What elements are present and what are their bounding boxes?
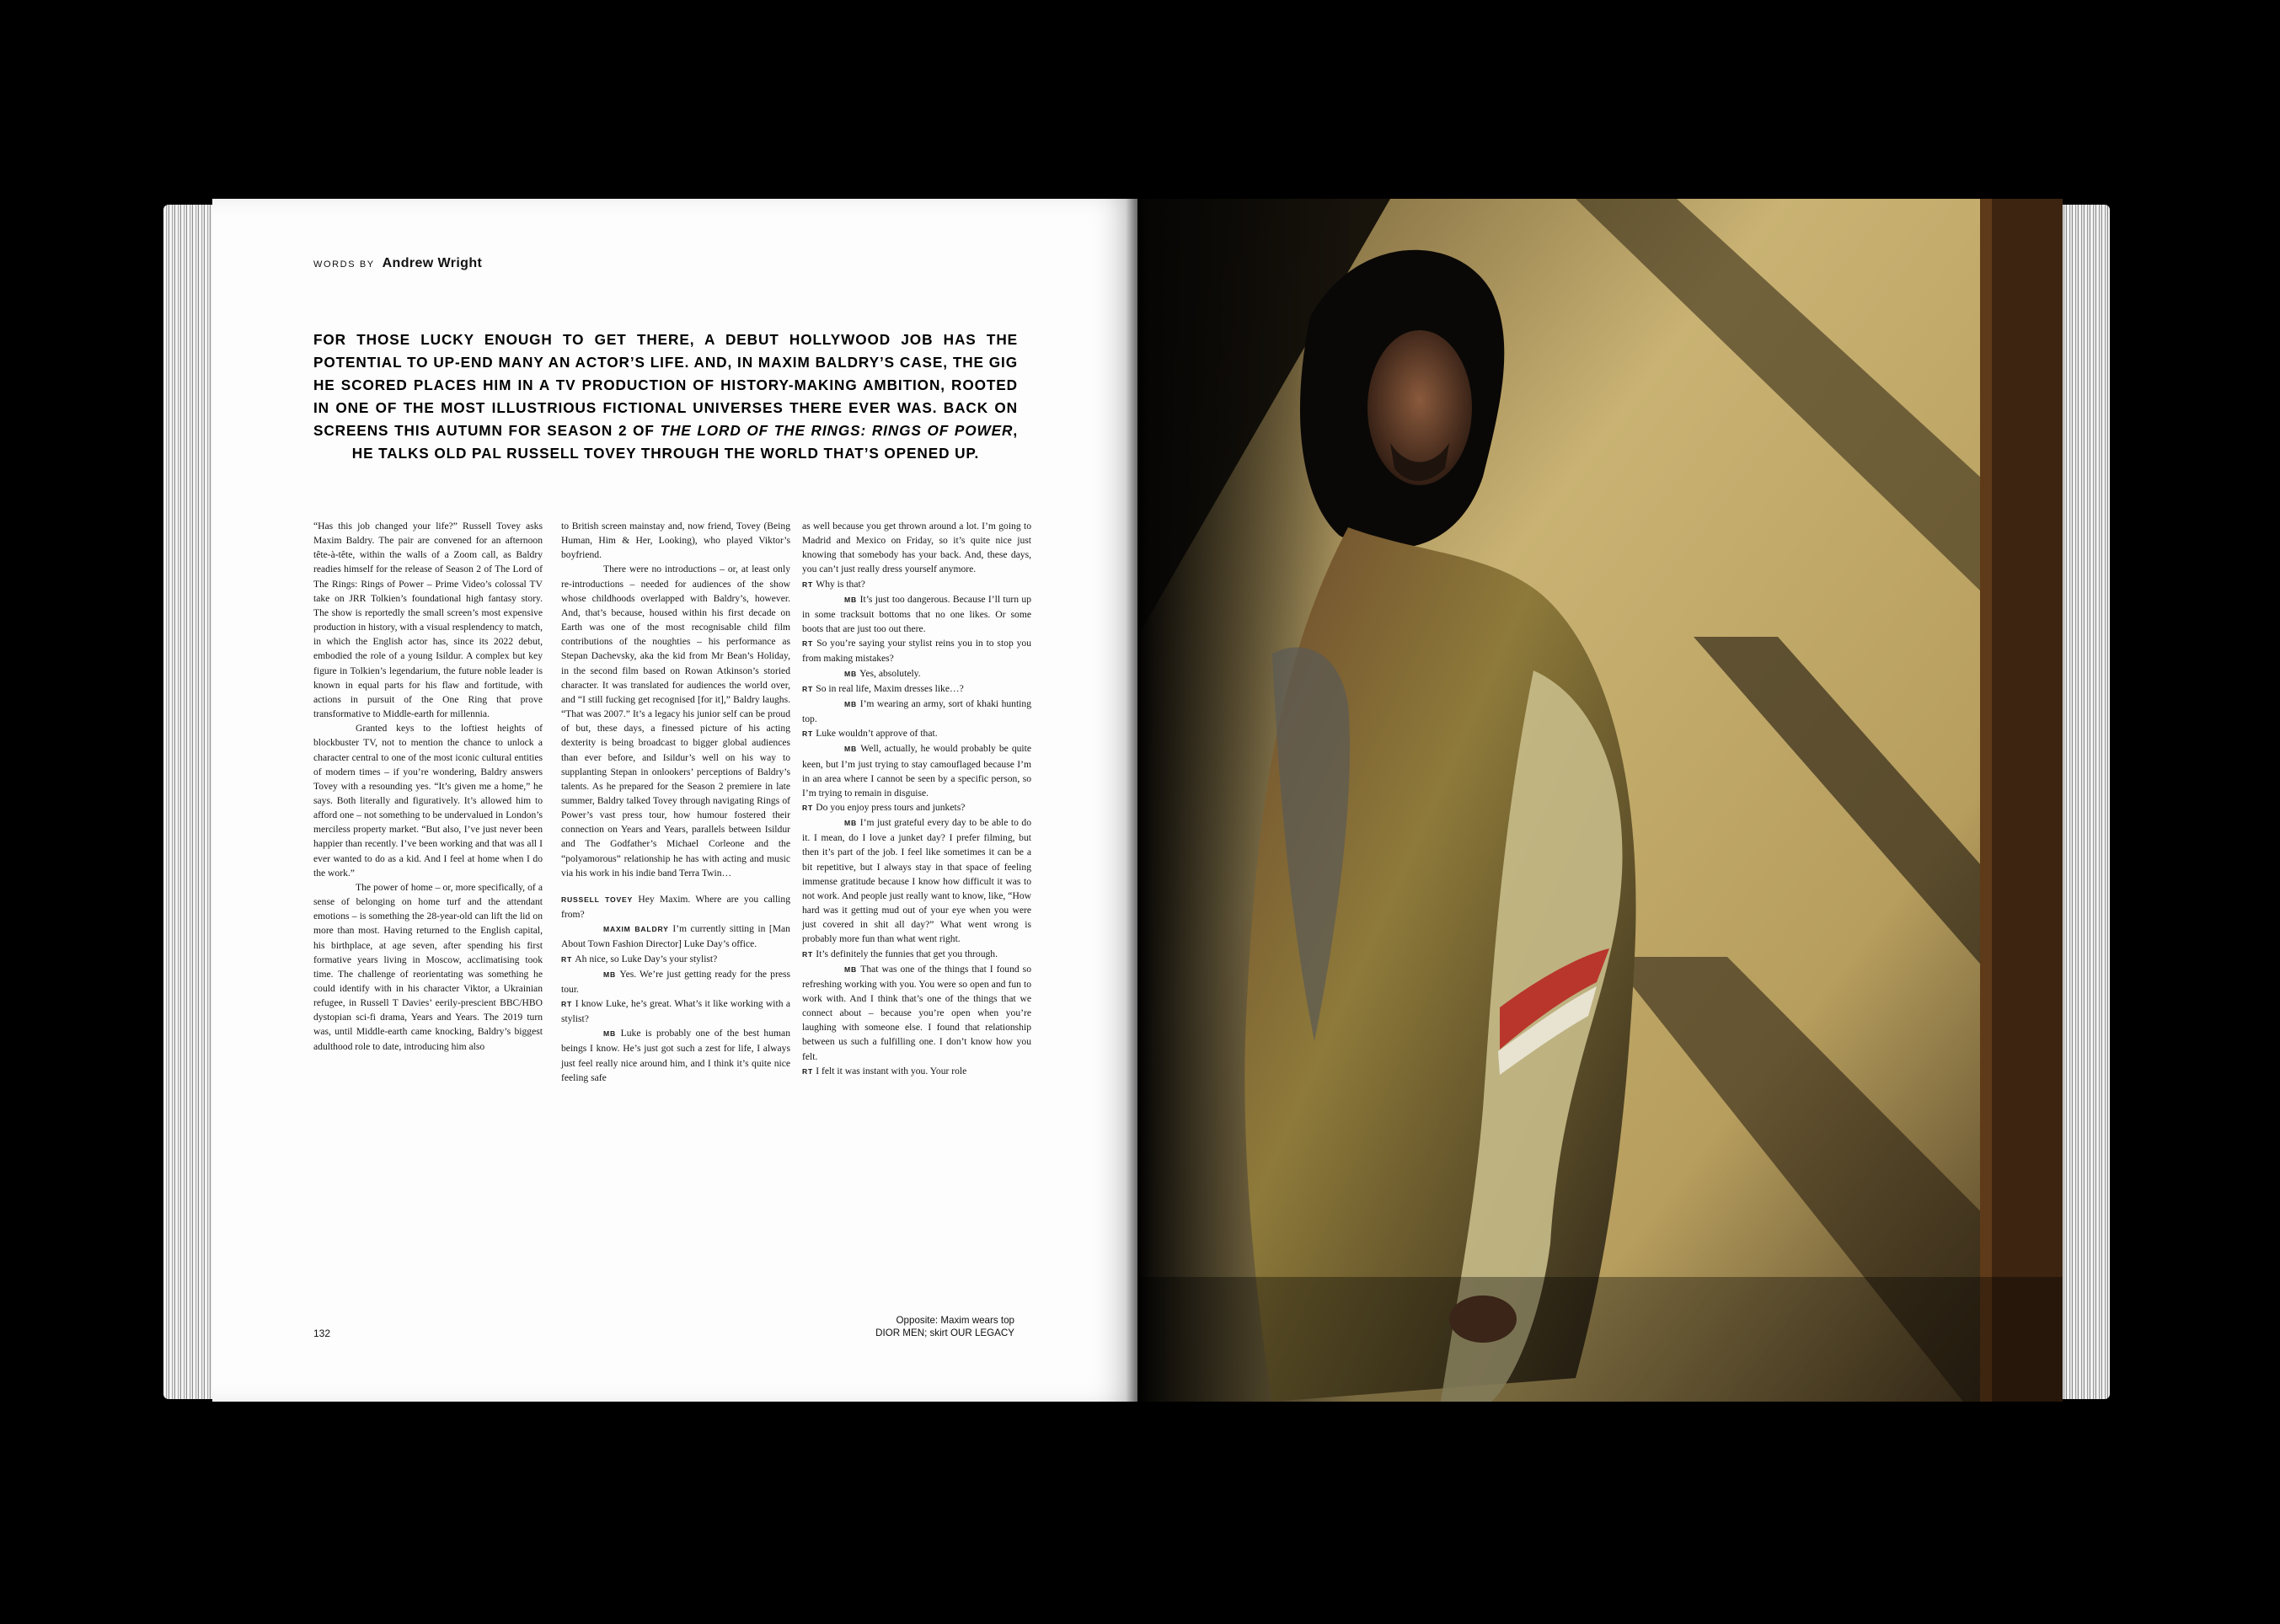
standfirst-text-end: , HE TALKS OLD PAL RUSSELL TOVEY THROUGH THE WORLD THAT’S OPENED UP. bbox=[351, 422, 1018, 462]
qa-line bbox=[561, 922, 790, 951]
speaker-tag: RT bbox=[802, 729, 816, 739]
speaker-tag: RT bbox=[561, 954, 575, 964]
qa-line bbox=[561, 1026, 790, 1085]
speaker-tag: RT bbox=[802, 684, 816, 693]
qa-text: Ah nice, so Luke Day’s your stylist? bbox=[575, 953, 718, 964]
qa-line bbox=[802, 577, 1031, 592]
interview-qa bbox=[561, 892, 790, 1085]
speaker-tag: RT bbox=[561, 1000, 575, 1008]
qa-line bbox=[802, 947, 1031, 962]
page-edges-left bbox=[163, 205, 212, 1399]
article-column-1 bbox=[313, 519, 543, 1054]
qa-line bbox=[561, 952, 790, 967]
qa-text: I felt it was instant with you. Your role bbox=[816, 1065, 967, 1076]
speaker-tag: MB bbox=[603, 1029, 621, 1039]
speaker-tag: MAXIM BALDRY bbox=[603, 925, 673, 934]
qa-text: I know Luke, he’s great. What’s it like working with a stylist? bbox=[561, 998, 790, 1025]
caption-line: DIOR MEN; skirt OUR LEGACY bbox=[875, 1328, 1014, 1338]
speaker-tag: RT bbox=[802, 803, 816, 812]
standfirst-show-title: THE LORD OF THE RINGS: RINGS OF POWER bbox=[660, 422, 1014, 439]
speaker-tag: MB bbox=[844, 699, 860, 708]
article-column-2 bbox=[561, 519, 790, 1085]
qa-text: Do you enjoy press tours and junkets? bbox=[816, 801, 966, 813]
qa-line bbox=[802, 681, 1031, 697]
qa-line bbox=[561, 996, 790, 1026]
speaker-tag: RT bbox=[802, 580, 816, 589]
qa-text: Hey Maxim. Where are you calling from? bbox=[561, 893, 790, 921]
speaker-tag: MB bbox=[844, 819, 860, 828]
qa-line bbox=[802, 697, 1031, 726]
speaker-tag: MB bbox=[844, 595, 860, 604]
article-column-3 bbox=[802, 519, 1031, 1079]
qa-text: That was one of the things that I found so refreshing working with you. You were so open and fun to work with. And I think that’s one of the things that we connect about – because you’re open when you’re laughing with someone else. I found that relationship between us such a fulfilling one. I don’t know how you felt. bbox=[802, 963, 1031, 1062]
byline bbox=[313, 256, 482, 271]
speaker-tag: RUSSELL TOVEY bbox=[561, 895, 639, 904]
qa-line bbox=[802, 666, 1031, 681]
qa-line bbox=[802, 800, 1031, 815]
paragraph: Granted keys to the loftiest heights of blockbuster TV, not to mention the chance to unlock a character central to one of the most iconic cultural entities of modern times – if you’re wondering, Baldry answers Tovey with a resounding yes. “It’s given me a home,” he says. Both literally and figuratively. It’s allowed him to afford one – not something to be undervalued in London’s merciless property market. “But also, I’ve just never been happier than recently. I’ve been working and that was all I ever wanted to do as a kid. And I feel at home when I do the work.” bbox=[313, 723, 543, 879]
qa-text: Yes, absolutely. bbox=[859, 667, 921, 679]
speaker-tag: RT bbox=[802, 639, 817, 649]
photo-caption bbox=[875, 1314, 1014, 1339]
qa-line bbox=[561, 967, 790, 996]
qa-line bbox=[802, 741, 1031, 800]
qa-line bbox=[802, 519, 1031, 577]
byline-name: Andrew Wright bbox=[382, 256, 483, 270]
qa-text: Luke is probably one of the best human beings I know. He’s just got such a zest for life, I always just feel really nice around him, and I think it’s quite nice feeling safe bbox=[561, 1028, 790, 1083]
qa-text: So in real life, Maxim dresses like…? bbox=[816, 682, 964, 694]
qa-line bbox=[802, 636, 1031, 665]
paragraph: “Has this job changed your life?” Russell Tovey asks Maxim Baldry. The pair are convened for an afternoon tête-à-tête, within the walls of a Zoom call, as Baldry readies himself for the release of Season 2 of The Lord of The Rings: Rings of Power – Prime Video’s colossal TV take on JRR Tolkien’s foundational high fantasy story. The show is reportedly the small screen’s most expensive production in history, with a visual resplendency to match, in which the English actor has, since its 2022 debut, embodied the role of a young Isildur. A complex but key figure in Tolkien’s legendarium, the future noble leader is known in equal parts for his flaw and fortitude, with actions in pursuit of the One Ring that prove transformative to Middle-earth for millennia. bbox=[313, 521, 543, 720]
qa-text: I’m currently sitting in [Man About Town Fashion Director] Luke Day’s office. bbox=[561, 923, 790, 950]
speaker-tag: MB bbox=[844, 964, 861, 974]
byline-prefix: WORDS BY bbox=[313, 259, 375, 270]
qa-text: It’s definitely the funnies that get you through. bbox=[816, 948, 998, 959]
speaker-tag: MB bbox=[603, 970, 620, 979]
speaker-tag: RT bbox=[802, 949, 816, 959]
qa-line bbox=[802, 815, 1031, 946]
qa-text: So you’re saying your stylist reins you in to stop you from making mistakes? bbox=[802, 638, 1031, 665]
qa-text: Why is that? bbox=[816, 578, 865, 590]
qa-text: Luke wouldn’t approve of that. bbox=[816, 728, 938, 740]
speaker-tag: MB bbox=[844, 669, 860, 678]
right-page-photo bbox=[1137, 199, 2063, 1402]
paragraph: The power of home – or, more specifically, of a sense of belonging on home turf and the attendant emotions – is something the 28-year-old can lift the lid on more than most. Having returned to the English capital, his birthplace, at age seven, after spending his first formative years living in Moscow, acclimatising took time. The challenge of reorientating was something he could identify with in his character Viktor, a Ukrainian refugee, in Russell T Davies’ eerily-prescient BBC/HBO dystopian sci-fi drama, Years and Years. The 2019 turn was, until Middle-earth came knocking, Baldry’s biggest adulthood role to date, introducing him also bbox=[313, 881, 543, 1052]
qa-line bbox=[802, 1064, 1031, 1079]
qa-line bbox=[561, 892, 790, 922]
qa-text: It’s just too dangerous. Because I’ll turn up in some tracksuit bottoms that no one likes. Or some boots that are just too out there. bbox=[802, 593, 1032, 635]
qa-text: Well, actually, he would probably be quite keen, but I’m just trying to stay camouflaged because I’m in an area where I cannot be seen by a specific person, so I’m trying to remain in disguise. bbox=[802, 743, 1031, 799]
qa-text: Yes. We’re just getting ready for the press tour. bbox=[561, 968, 790, 995]
page-edges-right bbox=[2061, 205, 2110, 1399]
qa-text: I’m wearing an army, sort of khaki hunting top. bbox=[802, 697, 1032, 725]
standfirst-text: FOR THOSE LUCKY ENOUGH TO GET THERE, A DEBUT HOLLYWOOD JOB HAS THE POTENTIAL TO UP-END MANY AN ACTOR’S LIFE. AND, IN MAXIM BALDRY’S CASE, THE GIG HE SCORED PLACES HIM IN A TV PRODUCTION OF HISTORY-MAKING AMBITION, ROOTED IN ONE OF THE MOST ILLUSTRIOUS FICTIONAL UNIVERSES THERE EVER WAS. BACK ON SCREENS THIS AUTUMN FOR SEASON 2 OF bbox=[313, 331, 1018, 439]
paragraph: There were no introductions – or, at least only re-introductions – needed for audiences of the show whose childhoods overlapped with Baldry’s, however. And, that’s because, housed within his first decade on Earth was one of the most recognisable child film contributions of the noughties – his performance as Stepan Dachevsky, aka the kid from Mr Bean’s Holiday, in the second film based on Rowan Atkinson’s storied character. It was translated for audiences the world over, and “I still fucking get recognised [for it],” Baldry laughs. “That was 2007.” It’s a legacy his junior self can be proud of but, these days, a finessed picture of his acting dexterity is being broadcast to bigger global audiences than ever before, and Isildur’s well on his way to supplanting Stepan in onlookers’ perceptions of Baldry’s talents. As he prepared for the Season 2 premiere in late summer, Baldry talked Tovey through navigating Rings of Power’s vast press tour, how humour fostered their connection on Years and Years, parallels between Isildur and The Godfather’s Michael Corleone and the “polyamorous” relationship he has with acting and music via his work in his indie band Terra Twin… bbox=[561, 564, 790, 879]
paragraph: to British screen mainstay and, now friend, Tovey (Being Human, Him & Her, Looking), who played Viktor’s boyfriend. bbox=[561, 521, 790, 561]
qa-line bbox=[802, 962, 1031, 1064]
qa-text: as well because you get thrown around a lot. I’m going to Madrid and Mexico on Friday, so it’s quite nice just knowing that somebody has your back. And, these days, you can’t just really dress yourself anymore. bbox=[802, 521, 1031, 575]
speaker-tag: RT bbox=[802, 1066, 816, 1076]
page-number: 132 bbox=[313, 1328, 331, 1339]
interview-qa bbox=[802, 519, 1031, 1079]
qa-line bbox=[802, 592, 1031, 636]
qa-line bbox=[802, 726, 1031, 741]
speaker-tag: MB bbox=[844, 745, 861, 754]
left-page bbox=[212, 199, 1137, 1402]
portrait-photo bbox=[1137, 199, 2063, 1402]
caption-line: Opposite: Maxim wears top bbox=[896, 1315, 1014, 1326]
standfirst bbox=[313, 329, 1018, 465]
qa-text: I’m just grateful every day to be able to do it. I mean, do I love a junket day? I prefer filming, but then it’s part of the job. I feel like sometimes it can be a bit repetitive, but I always stay in that space of feeling immense gratitude because I know how difficult it was to not work. And people just really want to know, like, “How hard was it getting mud out of your eye when you were just covered in shit all day?” What went wrong is probably more fun than what went right. bbox=[802, 817, 1032, 945]
